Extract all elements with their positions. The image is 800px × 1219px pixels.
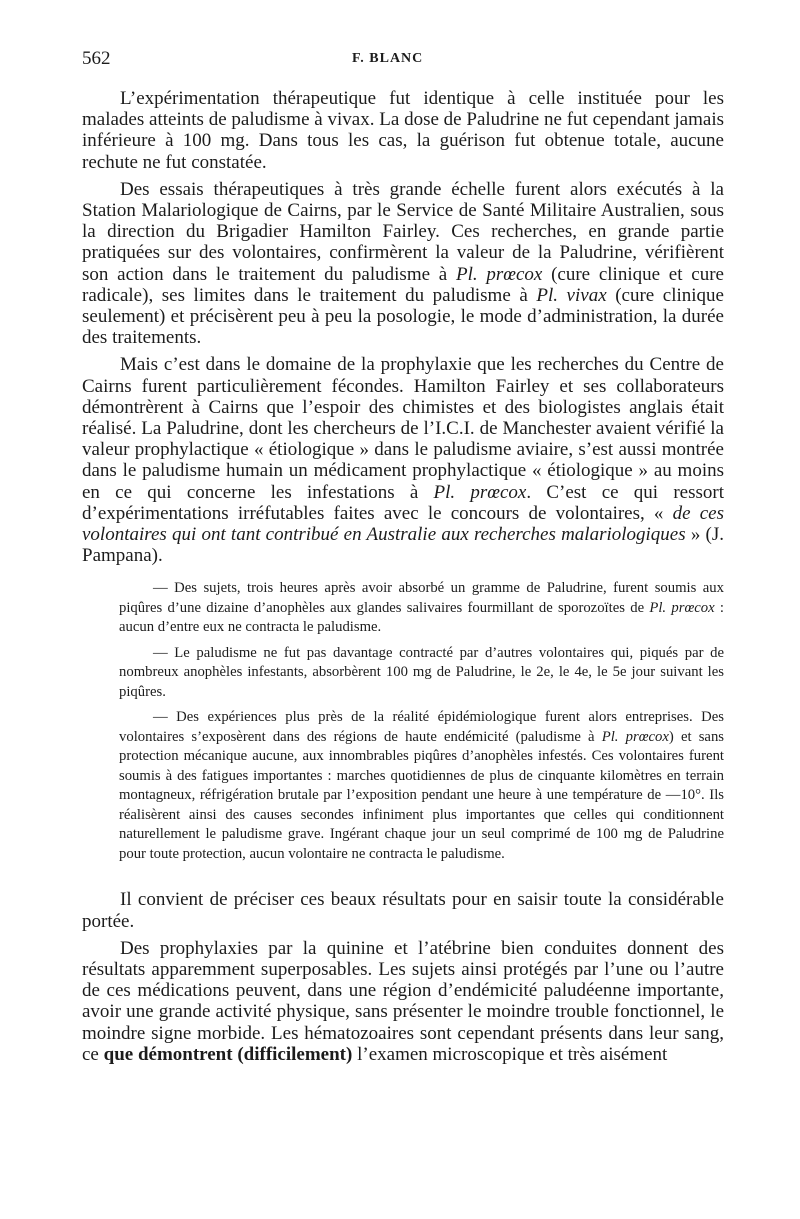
paragraph-3: Mais c’est dans le domaine de la prophylaxie que les recherches du Centre de Cairns furent particulièrement fécondes. Hamilton Fairley et ses collaborateurs démontrèrent à Cairns que l’espoir des chimistes et des biologistes anglais était réalisé. La Paludrine, dont les chercheurs de l’I.C.I. de Manchester avaient vérifié la valeur prophylactique « étiologique » dans le paludisme aviaire, s’est aussi montrée dans le paludisme humain un médicament prophylactique « étiologique » au moins en ce qui concerne les infestations à Pl. prœcox. C’est ce qui ressort d’expérimentations irréfutables faites avec le concours de volontaires, « de ces volontaires qui ont tant contribué en Australie aux recherches malariologiques » (J. Pampana). [82,354,724,567]
species-name: Pl. prœcox [649,599,715,616]
species-name: Pl. prœcox [433,481,527,503]
small-paragraph-1: — Des sujets, trois heures après avoir absorbé un gramme de Paludrine, furent soumis aux piqûres d’une dizaine d’anophèles aux glandes salivaires fourmillant de sporozoïtes de Pl. prœcox : aucun d’entre eux ne contracta le paludisme. [119,580,724,636]
species-name: Pl. prœcox [455,263,543,285]
main-text-top [82,88,724,566]
paragraph-5: Des prophylaxies par la quinine et l’atébrine bien conduites donnent des résultats apparemment superposables. Les sujets ainsi protégés par l’une ou l’autre de ces médications peuvent, dans une région d’endémicité paludéenne importante, avoir une grande activité physique, sans présenter le moindre trouble fonctionnel, le moindre signe morbide. Les hématozoaires sont cependant présents dans leur sang, ce que démontrent (difficilement) l’examen microscopique et très aisément [82,937,724,1065]
species-name: Pl. vivax [536,284,607,306]
paragraph-1: L’expérimentation thérapeutique fut identique à celle instituée pour les malades atteints de paludisme à vivax. La dose de Paludrine ne fut cependant jamais inférieure à 100 mg. Dans tous les cas, la guérison fut obtenue totale, aucune rechute ne fut constatée. [82,88,724,173]
small-paragraph-3: — Des expériences plus près de la réalité épidémiologique furent alors entreprises. Des volontaires s’exposèrent dans des régions de haute endémicité (paludisme à Pl. prœcox) et sans protection mécanique aucune, aux innombrables piqûres d’anophèles infestés. Ces volontaires furent soumis à des fatigues importantes : marches quotidiennes de plus de cinquante kilomètres en terrain montagneux, réfrigération brutale par l’exposition pendant une heure à une température de —10°. Ils réalisèrent ainsi des causes secondes infiniment plus importantes que celles qui conditionnent naturellement le paludisme grave. Ingérant chaque jour un seul comprimé de 100 mg de Paludrine pour toute protection, aucun volontaire ne contracta le paludisme. [119,709,725,862]
bold-phrase: que démontrent (difficilement) [103,1043,353,1065]
quotation: de ces volontaires qui ont tant contribué en Australie aux recherches malariologiques [82,502,724,546]
species-name: Pl. prœcox [601,728,669,745]
paragraph-4: Il convient de préciser ces beaux résultats pour en saisir toute la considérable portée. [82,889,724,932]
page-number: 562 [82,48,111,69]
small-print-section [82,579,724,864]
small-paragraph-2: — Le paludisme ne fut pas davantage contracté par d’autres volontaires qui, piqués par de nombreux anophèles infestants, absorbèrent 100 mg de Paludrine, le 2e, le 4e, le 5e jour suivant les piqûres. [119,644,724,700]
paragraph-2: Des essais thérapeutiques à très grande échelle furent alors exécutés à la Station Malariologique de Cairns, par le Service de Santé Militaire Australien, sous la direction du Brigadier Hamilton Fairley. Ces recherches, en grande partie pratiquées sur des volontaires, confirmèrent la valeur de la Paludrine, vérifièrent son action dans le traitement du paludisme à Pl. prœcox (cure clinique et cure radicale), ses limites dans le traitement du paludisme à Pl. vivax (cure clinique seulement) et précisèrent peu à peu la posologie, le mode d’administration, la durée des traitements. [82,178,724,349]
main-text-bottom [82,889,724,1065]
page-body [82,88,724,1065]
page-header [82,48,722,70]
running-head: F. BLANC [352,51,424,66]
